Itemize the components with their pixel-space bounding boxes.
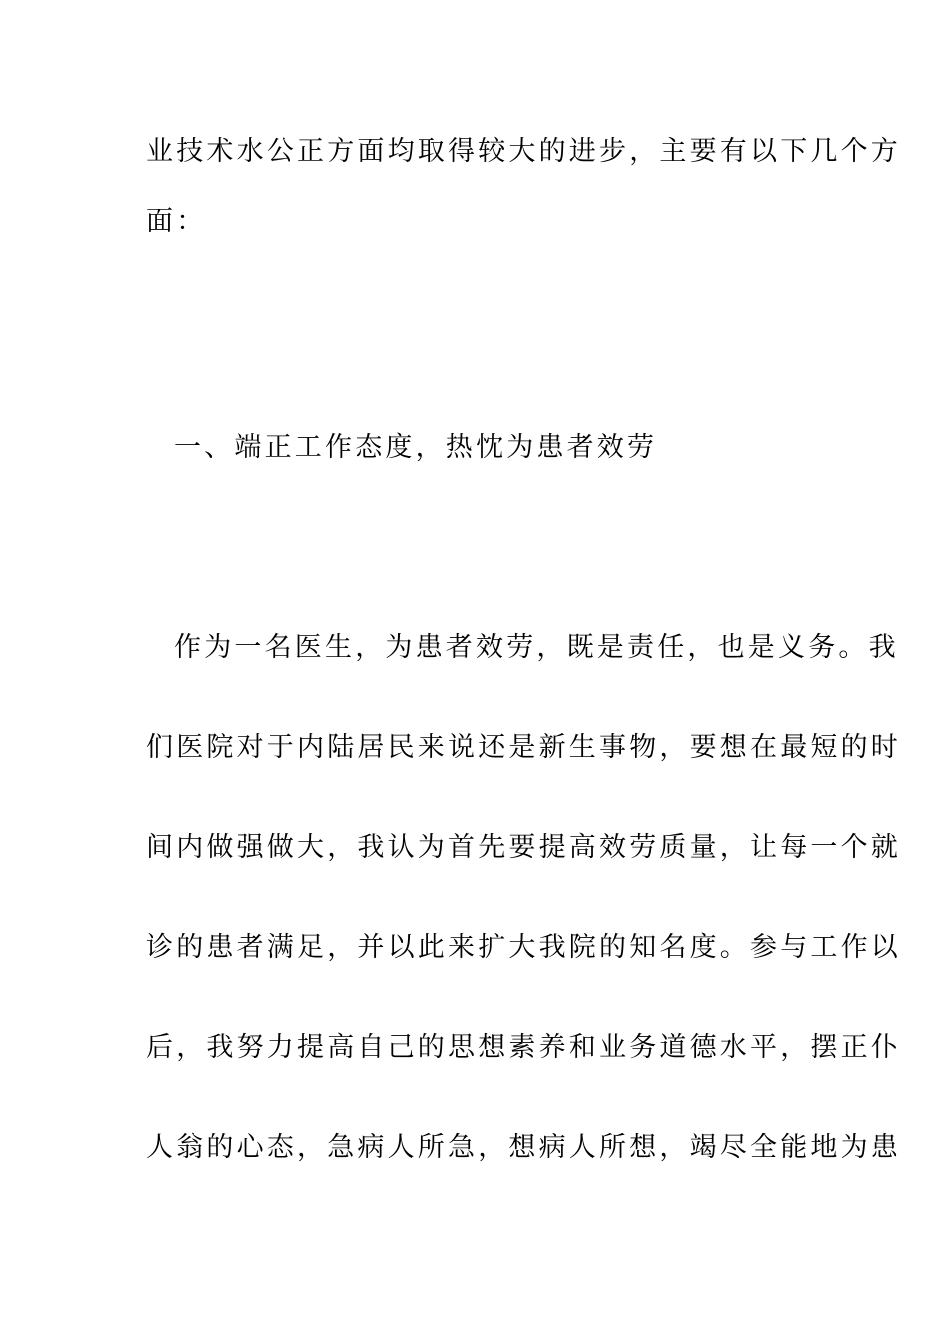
paragraph-line-5: 后，我努力提高自己的思想素养和业务道德水平，摆正仆 xyxy=(146,1032,901,1063)
paragraph-line-6: 人翁的心态，急病人所急，想病人所想，竭尽全能地为患 xyxy=(146,1132,901,1163)
paragraph-line-4: 诊的患者满足，并以此来扩大我院的知名度。参与工作以 xyxy=(146,932,901,963)
paragraph-line-1: 作为一名医生，为患者效劳，既是责任，也是义务。我 xyxy=(174,632,899,663)
paragraph-continuation-line-2: 面： xyxy=(146,206,207,237)
section-heading: 一、端正工作态度，热忱为患者效劳 xyxy=(174,432,658,463)
paragraph-line-3: 间内做强做大，我认为首先要提高效劳质量，让每一个就 xyxy=(146,832,901,863)
paragraph-continuation-line-1: 业技术水公正方面均取得较大的进步，主要有以下几个方 xyxy=(146,136,901,167)
paragraph-line-2: 们医院对于内陆居民来说还是新生事物，要想在最短的时 xyxy=(146,732,901,763)
